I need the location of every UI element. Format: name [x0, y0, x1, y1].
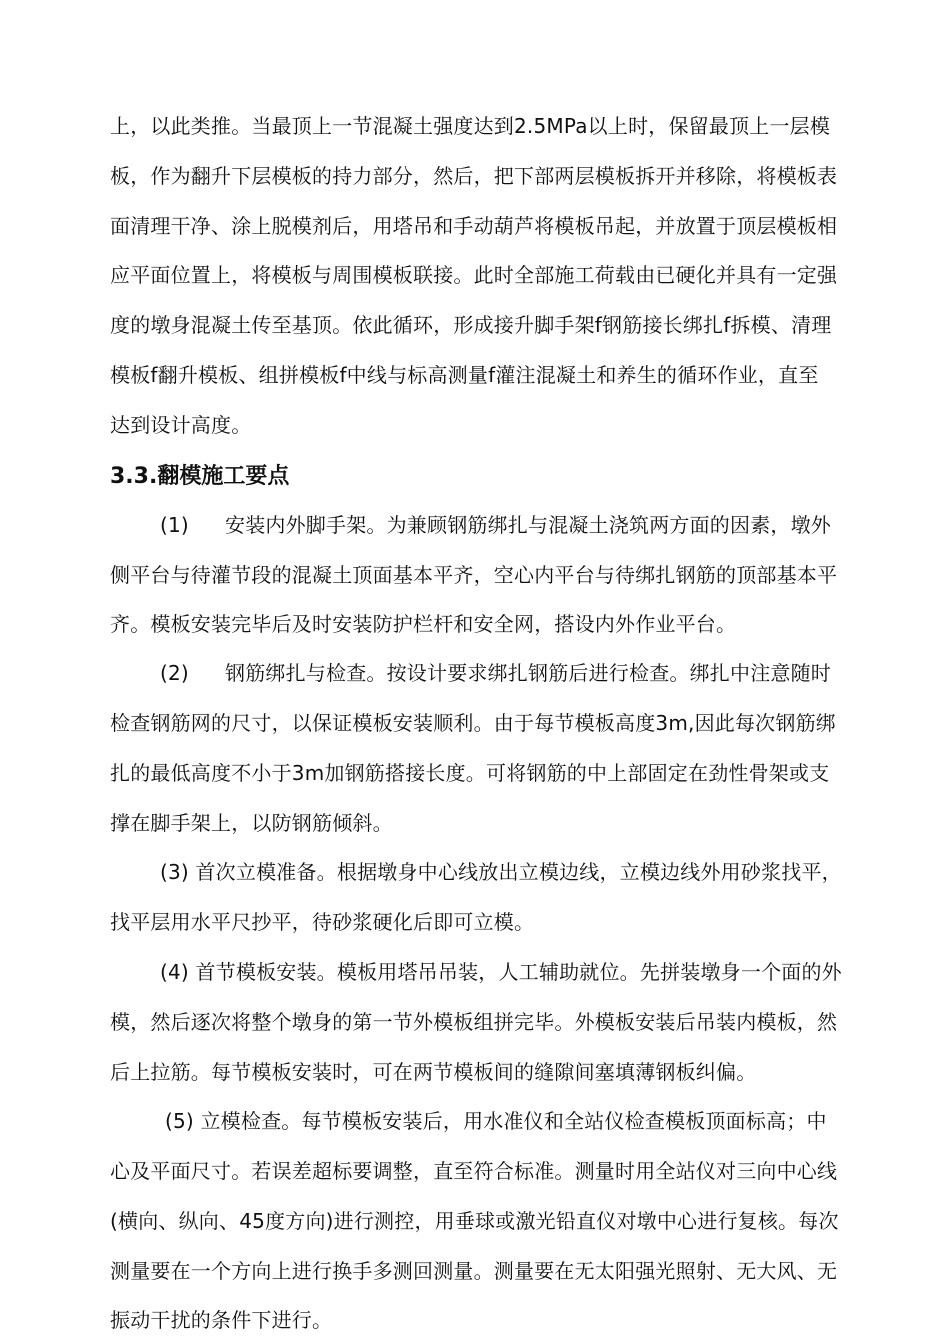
body-text-line: 达到设计高度。 [110, 413, 252, 437]
body-text-line: 侧平台与待灌节段的混凝土顶面基本平齐，空心内平台与待绑扎钢筋的顶部基本平 [110, 563, 838, 587]
body-text-line: 面清理干净、涂上脱模剂后，用塔吊和手动葫芦将模板吊起，并放置于顶层模板相 [110, 214, 838, 238]
item-number: (2) [160, 661, 189, 685]
section-heading: 3.3.翻模施工要点 [110, 464, 290, 489]
body-text-line: (横向、纵向、45度方向)进行测控，用垂球或激光铅直仪对墩中心进行复核。每次 [110, 1209, 839, 1233]
body-text-line: 测量要在一个方向上进行换手多测回测量。测量要在无太阳强光照射、无大风、无 [110, 1259, 838, 1283]
list-item-first-line: (4) 首节模板安装。模板用塔吊吊装，人工辅助就位。先拼装墩身一个面的外 [160, 960, 842, 984]
list-item-first-line [160, 512, 831, 538]
body-text-line: 度的墩身混凝土传至基顶。依此循环，形成接升脚手架f钢筋接长绑扎f拆模、清理 [110, 313, 832, 337]
item-text: 安装内外脚手架。为兼顾钢筋绑扎与混凝土浇筑两方面的因素，墩外 [225, 513, 831, 537]
body-text-line: 振动干扰的条件下进行。 [110, 1308, 333, 1332]
body-text-line: 扎的最低高度不小于3m加钢筋搭接长度。可将钢筋的中上部固定在劲性骨架或支 [110, 761, 830, 785]
body-text-line: 齐。模板安装完毕后及时安装防护栏杆和安全网，搭设内外作业平台。 [110, 612, 737, 636]
list-item-first-line [160, 660, 831, 686]
body-text-line: 应平面位置上，将模板与周围模板联接。此时全部施工荷载由已硬化并具有一定强 [110, 263, 838, 287]
item-number: (1) [160, 513, 189, 537]
body-text-line: 模板f翻升模板、组拼模板f中线与标高测量f灌注混凝土和养生的循环作业，直至 [110, 363, 819, 387]
body-text-line: 模，然后逐次将整个墩身的第一节外模板组拼完毕。外模板安装后吊装内模板，然 [110, 1010, 838, 1034]
body-text-line: 板，作为翻升下层模板的持力部分，然后，把下部两层模板拆开并移除，将模板表 [110, 164, 838, 188]
body-text-line: 检查钢筋网的尺寸，以保证模板安装顺利。由于每节模板高度3m,因此每次钢筋绑 [110, 711, 836, 735]
list-item-first-line: (3) 首次立模准备。根据墩身中心线放出立模边线，立模边线外用砂浆找平， [160, 860, 842, 884]
list-item-first-line: (5) 立模检查。每节模板安装后，用水准仪和全站仪检查模板顶面标高；中 [165, 1109, 827, 1133]
body-text-line: 找平层用水平尺抄平，待砂浆硬化后即可立模。 [110, 910, 535, 934]
body-text-line: 后上拉筋。每节模板安装时，可在两节模板间的缝隙间塞填薄钢板纠偏。 [110, 1060, 757, 1084]
body-text-line: 撑在脚手架上，以防钢筋倾斜。 [110, 811, 393, 835]
item-text: 钢筋绑扎与检查。按设计要求绑扎钢筋后进行检查。绑扎中注意随时 [225, 661, 831, 685]
body-text-line: 上，以此类推。当最顶上一节混凝土强度达到2.5MPa以上时，保留最顶上一层模 [110, 114, 831, 138]
body-text-line: 心及平面尺寸。若误差超标要调整，直至符合标准。测量时用全站仪对三向中心线 [110, 1159, 838, 1183]
